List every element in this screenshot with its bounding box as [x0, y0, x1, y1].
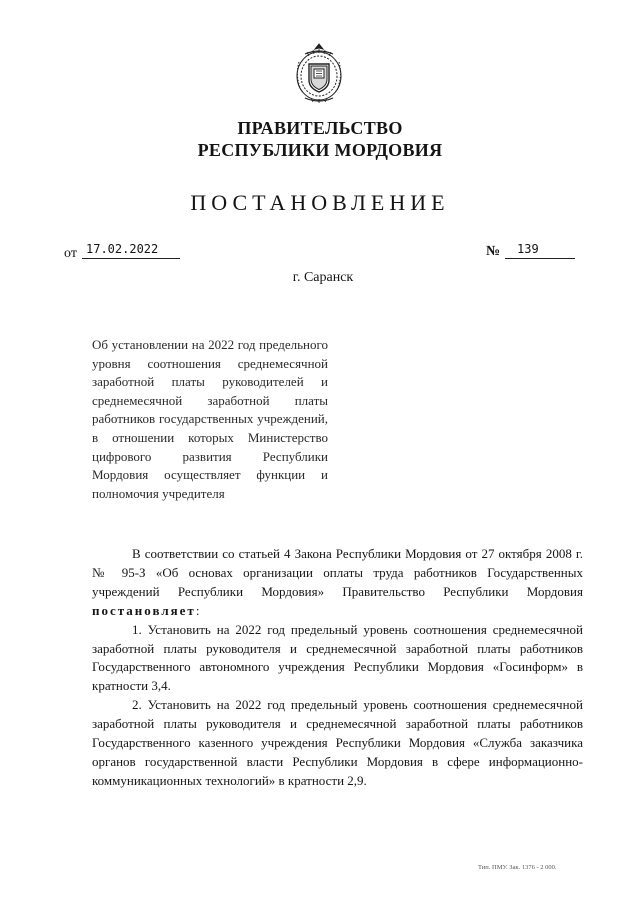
item-1-paragraph: 1. Установить на 2022 год предельный уровень соотношения среднемесячной заработной платы руководителя и среднемесячной заработной платы работников Государственного автономного учреждения Республики Мордовия «Госинформ» в кратности 3,4.: [92, 621, 583, 694]
mordovia-coat-of-arms-icon: [291, 42, 347, 104]
intro-colon: :: [195, 602, 200, 618]
document-number: 139: [505, 240, 575, 259]
document-subject: Об установлении на 2022 год предельного уровня соотношения среднемесячной заработной платы руководителей и среднемесячной заработной платы работников государственных учреждений, в отношении которых Министерство цифрового развития Республики Мордовия осуществляет функции и полномочия учредителя: [92, 337, 328, 501]
intro-text: В соответствии со статьей 4 Закона Республики Мордовия от 27 октября 2008 г. № 95-З «Об основах организации оплаты труда работников Государственных учреждений Республики Мордовия» Правительство Республики Мордовия: [92, 546, 583, 599]
date-label: от: [64, 246, 77, 261]
number-label: №: [486, 244, 501, 259]
document-date: 17.02.2022: [82, 240, 180, 259]
city-label: г. Саранск: [292, 270, 354, 285]
document-type: ПОСТАНОВЛЕНИЕ: [190, 190, 450, 215]
document-body: [92, 545, 583, 791]
government-title: ПРАВИТЕЛЬСТВО: [237, 118, 403, 138]
republic-title: РЕСПУБЛИКИ МОРДОВИЯ: [197, 140, 443, 160]
decides-word: постановляет: [92, 602, 196, 618]
item-2-paragraph: 2. Установить на 2022 год предельный уровень соотношения среднемесячной заработной платы руководителя и среднемесячной заработной платы работников Государственного казенного учреждения Республики Мордовия «Служба заказчика органов государственной власти Республики Мордовия в сфере информационно-коммуникационных технологий» в кратности 2,9.: [92, 697, 583, 788]
print-mark: Тип. ПМУ. Зак. 1376 - 2 000.: [478, 864, 557, 871]
intro-paragraph: [92, 545, 583, 621]
